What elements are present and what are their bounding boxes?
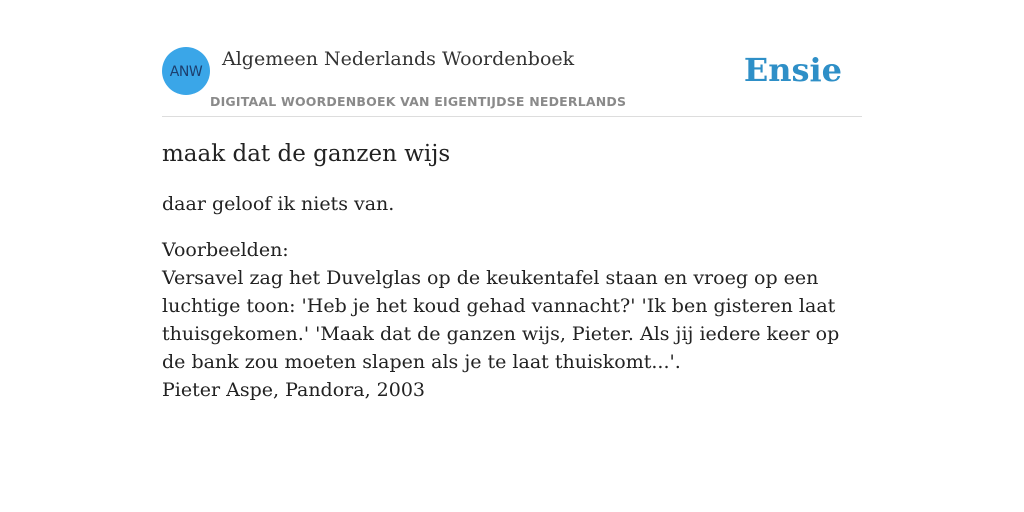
logo-text: ANW <box>169 63 203 80</box>
ensie-brand-link[interactable]: Ensie <box>743 51 842 89</box>
examples-block <box>162 236 862 404</box>
site-subtitle: DIGITAAL WOORDENBOEK VAN EIGENTIJDSE NEDERLANDS <box>210 94 627 109</box>
examples-label: Voorbeelden: <box>162 239 289 261</box>
entry-content <box>162 138 862 404</box>
entry-title: maak dat de ganzen wijs <box>162 141 451 167</box>
site-title[interactable]: Algemeen Nederlands Woordenboek <box>222 48 575 70</box>
entry-definition: daar geloof ik niets van. <box>162 193 395 215</box>
anw-logo[interactable] <box>162 47 210 95</box>
example-quote: Versavel zag het Duvelglas op de keukentafel staan en vroeg op een luchtige toon: 'Heb je het koud gehad vannacht?' 'Ik ben gisteren laat thuisgekomen.' 'Maak dat de ganzen wijs, Pieter. Als jij iedere keer op de bank zou moeten slapen als je te laat thuiskomt...'. <box>162 267 840 373</box>
header <box>162 40 862 117</box>
example-source: Pieter Aspe, Pandora, 2003 <box>162 379 426 401</box>
